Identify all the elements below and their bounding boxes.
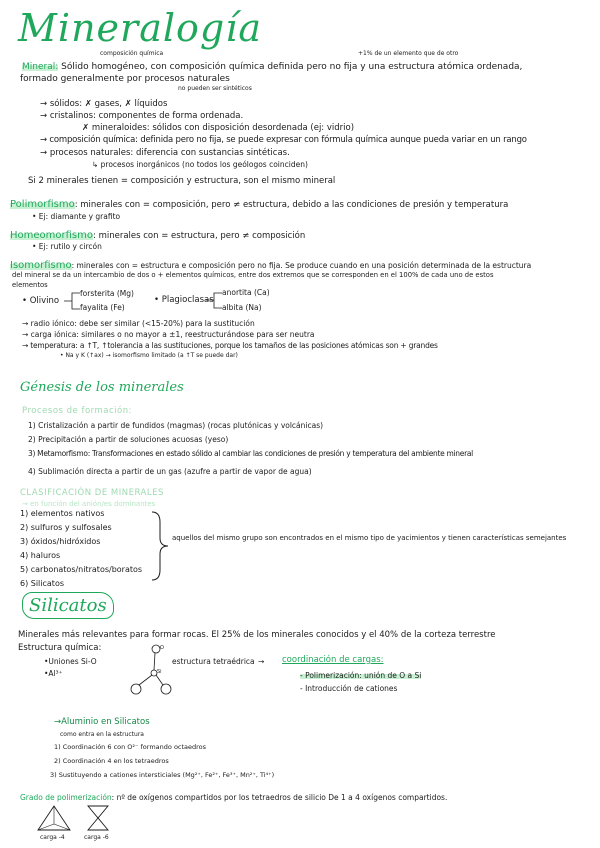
mineral-label: Mineral: bbox=[22, 62, 59, 72]
tetraedro-diagram bbox=[124, 643, 174, 701]
isomorfismo-text-3: elementos bbox=[12, 281, 48, 289]
plagioclasas-brace-arrows bbox=[206, 290, 224, 312]
list-item: 6) Silicatos bbox=[20, 579, 64, 588]
iso-radio-ionico: → radio iónico: debe ser similar (<15-20%) para la sustitución bbox=[22, 319, 255, 328]
tetraedro-doble-icon bbox=[86, 804, 110, 832]
note-sinteticos: no pueden ser sintéticos bbox=[178, 85, 252, 92]
aluminio-item-1: 1) Coordinación 6 con O²⁻ formando octaedros bbox=[54, 743, 207, 751]
list-item: 4) haluros bbox=[20, 551, 61, 560]
page-title: Mineralogía bbox=[18, 6, 263, 50]
homeomorfismo-example: • Ej: rutilo y circón bbox=[32, 242, 102, 251]
isomorfismo-label: Isomorfismo bbox=[10, 260, 72, 271]
iso-temperatura: → temperatura: a ↑T, ↑tolerancia a las sustituciones, porque los tamaños de las posiciones atómicas son + grandes bbox=[22, 341, 438, 350]
iso-carga-ionica: → carga iónica: similares o no mayor a ±1, reestructurándose para ser neutra bbox=[22, 330, 315, 339]
plagioclasas-label: • Plagioclasas bbox=[154, 295, 214, 305]
silicatos-estructura: Estructura química: bbox=[18, 643, 102, 653]
aluminio-item-2: 2) Coordinación 4 en los tetraedros bbox=[54, 757, 169, 765]
arrow-icon: → bbox=[258, 657, 265, 666]
tetraedro-simple-icon bbox=[36, 804, 72, 832]
coordinacion-cargas: coordinación de cargas: bbox=[282, 655, 384, 665]
grado-label: Grado de polimerización bbox=[20, 793, 112, 802]
olivino-brace-arrows bbox=[64, 290, 82, 312]
genesis-item-2: 2) Precipitación a partir de soluciones acuosas (yeso) bbox=[28, 435, 229, 444]
point-solidos: → sólidos: ✗ gases, ✗ líquidos bbox=[40, 99, 168, 109]
list-item: 1) elementos nativos bbox=[20, 509, 105, 518]
same-mineral-note: Si 2 minerales tienen = composición y estructura, son el mismo mineral bbox=[28, 176, 336, 186]
estructura-tetraedrica: estructura tetraédrica bbox=[172, 657, 255, 666]
clasificacion-brace bbox=[148, 510, 170, 582]
polimerizacion-point: - Polimerización: unión de O a Si bbox=[300, 671, 422, 680]
olivino-forsterita: forsterita (Mg) bbox=[80, 289, 134, 298]
genesis-subtitle: Procesos de formación: bbox=[22, 406, 132, 416]
tetraedro-o-label: O bbox=[160, 645, 164, 651]
silicatos-title: Silicatos bbox=[22, 592, 114, 619]
note-porcentaje: +1% de un elemento que de otro bbox=[358, 50, 459, 57]
grado-text: : nº de oxígenos compartidos por los tetraedros de silicio De 1 a 4 oxígenos compartidos. bbox=[111, 793, 448, 802]
point-procesos: → procesos naturales: diferencia con sustancias sintéticas. bbox=[40, 148, 290, 158]
mineral-definition: Sólido homogéneo, con composición química definida pero no fija y una estructura atómica ordenada, bbox=[61, 62, 523, 72]
introduccion-cationes: - Introducción de cationes bbox=[300, 684, 398, 693]
silicatos-uniones: •Uniones Si-O bbox=[44, 657, 97, 666]
plagioclasas-anortita: anortita (Ca) bbox=[222, 288, 270, 297]
isomorfismo-text: : minerales con = estructura e composición pero no fija. Se produce cuando en una posición determinada de la estructura bbox=[71, 261, 532, 270]
polimorfismo-example: • Ej: diamante y grafito bbox=[32, 212, 121, 221]
olivino-label: • Olivino bbox=[22, 296, 60, 306]
clasificacion-subtitle: → en función del anión/es dominantes bbox=[22, 500, 156, 508]
clasificacion-list bbox=[20, 507, 142, 591]
olivino-fayalita: fayalita (Fe) bbox=[80, 303, 125, 312]
carga-4-label: carga -4 bbox=[40, 834, 65, 841]
homeomorfismo-text: : minerales con = estructura, pero ≠ composición bbox=[93, 231, 306, 241]
clasificacion-title: CLASIFICACIÓN DE MINERALES bbox=[20, 488, 164, 498]
aluminio-item-3: 3) Sustituyendo a cationes intersticiales (Mg²⁺, Fe²⁺, Fe³⁺, Mn²⁺, Ti⁴⁺) bbox=[50, 771, 275, 779]
mineral-definition-2: formado generalmente por procesos naturales bbox=[20, 74, 230, 84]
silicatos-al: •Al³⁺ bbox=[44, 669, 63, 678]
point-mineraloides: ✗ mineraloides: sólidos con disposición desordenada (ej: vidrio) bbox=[82, 123, 355, 133]
carga-6-label: carga -6 bbox=[84, 834, 109, 841]
aluminio-subtitle: como entra en la estructura bbox=[60, 731, 144, 738]
list-item: 2) sulfuros y sulfosales bbox=[20, 523, 112, 532]
genesis-title: Génesis de los minerales bbox=[20, 380, 184, 395]
homeomorfismo-label: Homeomorfismo bbox=[10, 230, 93, 241]
isomorfismo-text-2: del mineral se da un intercambio de dos o + elementos químicos, entre dos extremos que se corresponden en el 100% de cada uno de estos bbox=[12, 271, 494, 279]
tetraedro-si-label: Si bbox=[157, 669, 162, 675]
note-composicion: composición química bbox=[100, 50, 164, 57]
polimorfismo-label: Polimorfismo bbox=[10, 199, 75, 210]
aluminio-title: →Aluminio en Silicatos bbox=[54, 717, 150, 727]
point-composicion: → composición química: definida pero no fija, se puede expresar con fórmula química aunque pueda variar en un rango bbox=[40, 135, 527, 145]
point-cristalinos: → cristalinos: componentes de forma ordenada. bbox=[40, 111, 244, 121]
list-item: 3) óxidos/hidróxidos bbox=[20, 537, 101, 546]
list-item: 5) carbonatos/nitratos/boratos bbox=[20, 565, 143, 574]
plagioclasas-albita: albita (Na) bbox=[222, 303, 262, 312]
silicatos-intro: Minerales más relevantes para formar rocas. El 25% de los minerales conocidos y el 40% de la corteza terrestre bbox=[18, 630, 496, 640]
polimorfismo-text: : minerales con = composición, pero ≠ estructura, debido a las condiciones de presión y temperatura bbox=[74, 200, 509, 210]
genesis-item-4: 4) Sublimación directa a partir de un gas (azufre a partir de vapor de agua) bbox=[28, 467, 312, 476]
genesis-item-1: 1) Cristalización a partir de fundidos (magmas) (rocas plutónicas y volcánicas) bbox=[28, 421, 324, 430]
clasificacion-note: aquellos del mismo grupo son encontrados en el mismo tipo de yacimientos y tienen características semejantes bbox=[172, 534, 567, 542]
iso-na-k: • Na y K (↑ax) → isomorfismo limitado (a ↑T se puede dar) bbox=[60, 352, 238, 359]
point-inorganicos: ↳ procesos inorgánicos (no todos los geólogos coinciden) bbox=[92, 160, 308, 169]
genesis-item-3: 3) Metamorfismo: Transformaciones en estado sólido al cambiar las condiciones de presión y temperatura del ambiente mineral bbox=[28, 449, 473, 458]
